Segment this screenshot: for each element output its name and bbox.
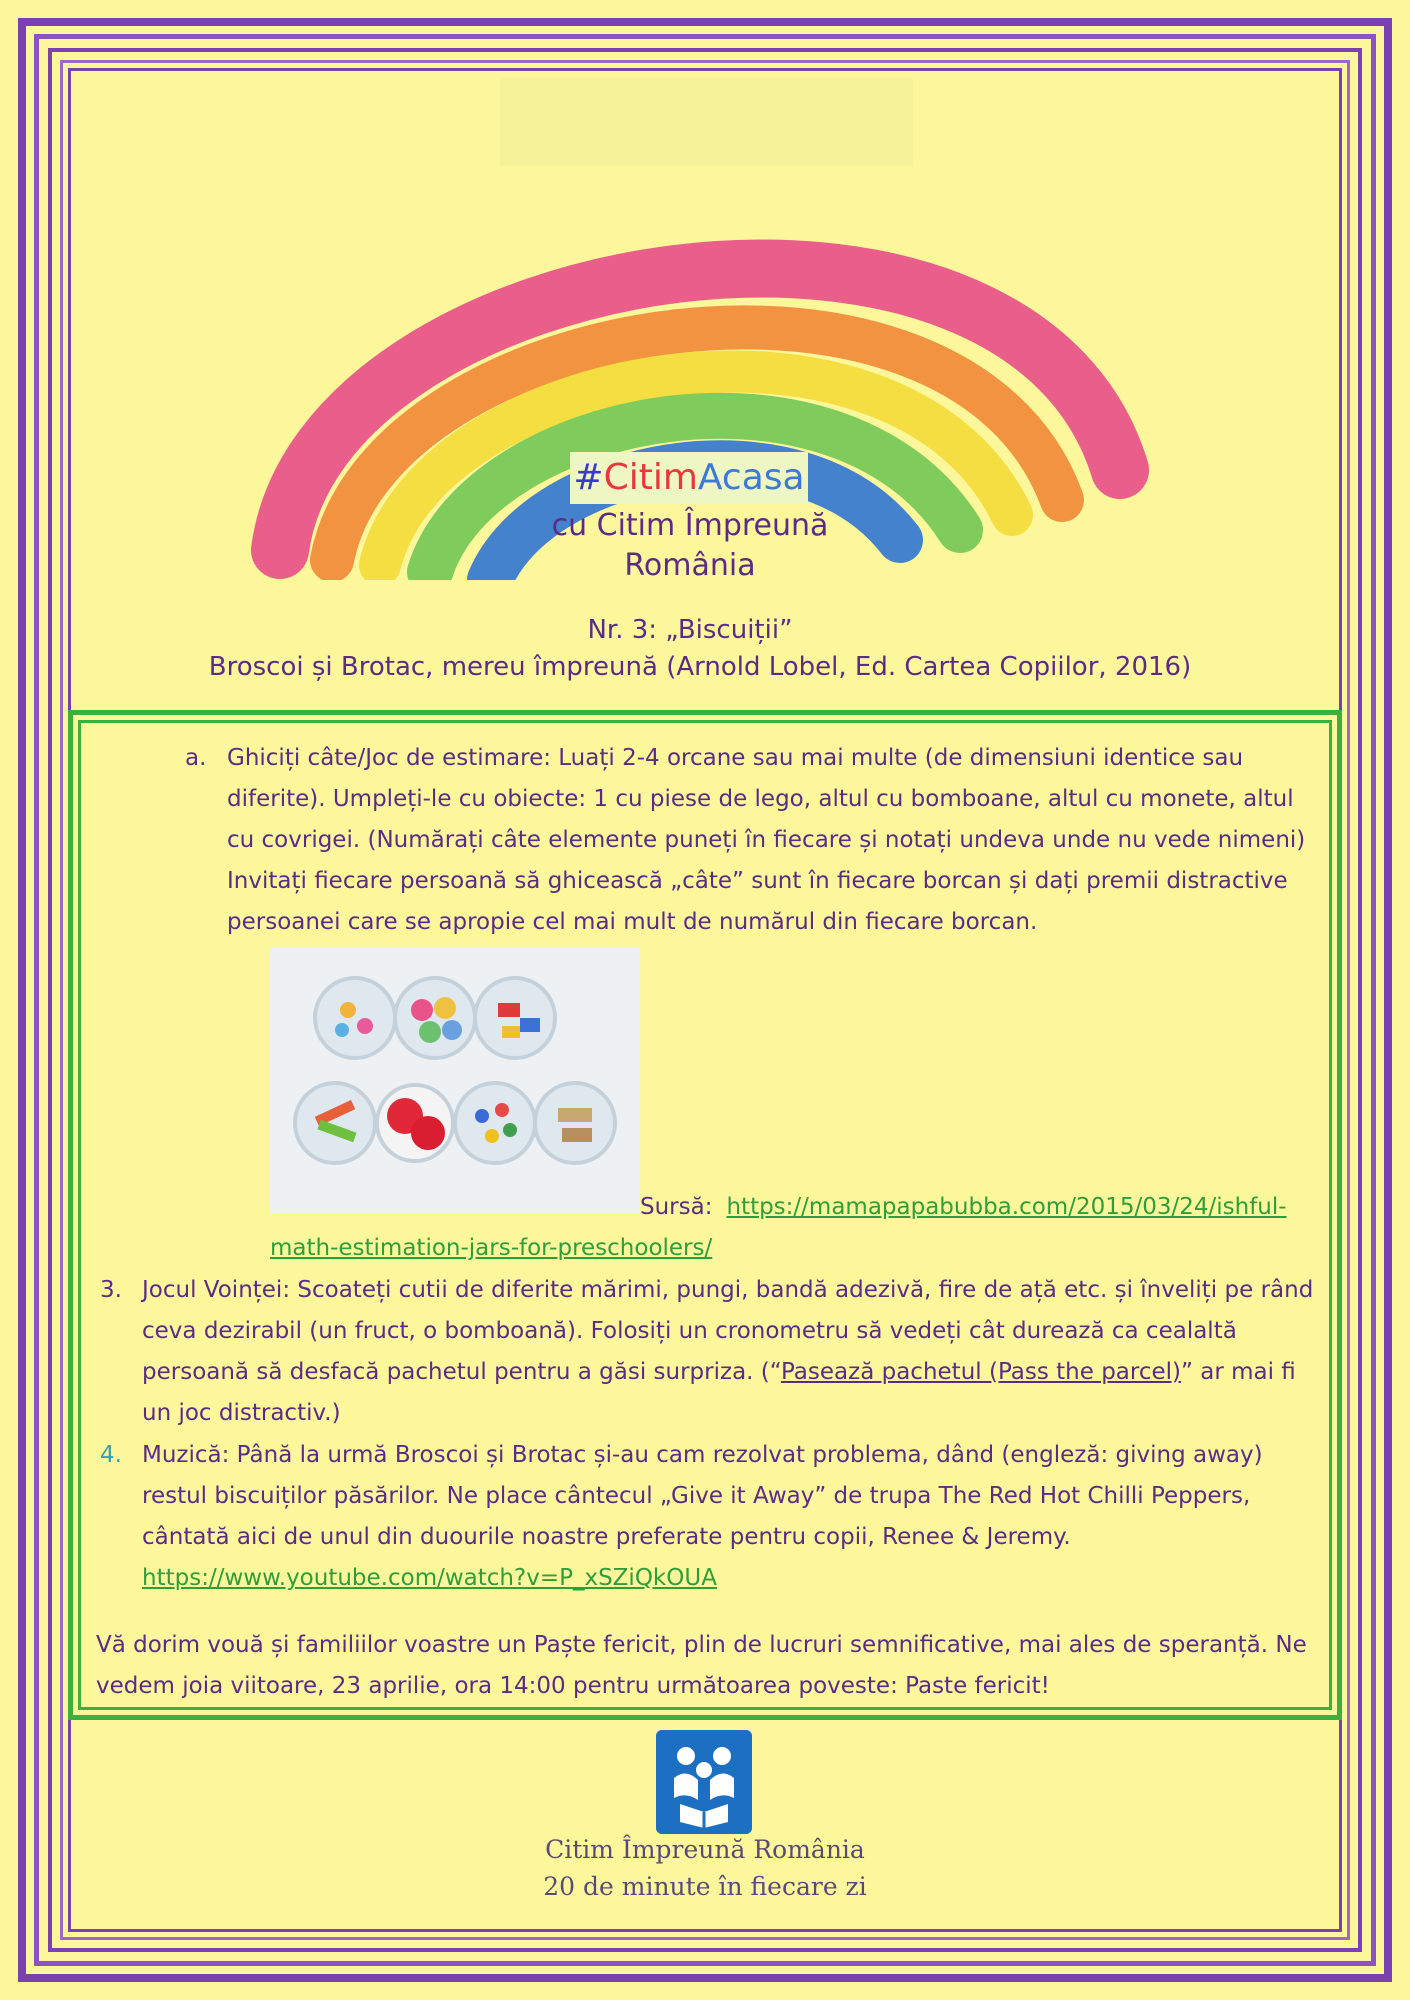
source-link-continued[interactable]: math-estimation-jars-for-preschoolers/ (270, 1235, 713, 1261)
org-name: Citim Împreună România (545, 1835, 865, 1864)
top-highlight-box (500, 78, 913, 166)
item-3-text-after: ” ar mai fi un joc distractiv.) (142, 1359, 1296, 1426)
tag-part-citim: Citim (603, 457, 698, 498)
issue-title: Nr. 3: „Biscuiții” (587, 615, 793, 645)
item-4-text: Muzică: Până la urmă Broscoi și Brotac și-au cam rezolvat problema, dând (engleză: giving away) restul biscuiților păsărilor. Ne place cântecul „Give it Away” de trupa The Red Hot Chilli Peppers, cântată aici de unul din duourile noastre preferate pentru copii, Renee & Jeremy. (142, 1442, 1263, 1550)
youtube-link[interactable]: https://www.youtube.com/watch?v=P_xSZiQkOUA (142, 1565, 717, 1591)
source-label: Sursă: (640, 1194, 713, 1220)
item-a-text: Ghiciți câte/Joc de estimare: Luați 2-4 orcane sau mai multe (de dimensiuni identice sau diferite). Umpleți-le cu obiecte: 1 cu piese de lego, altul cu bomboane, altul cu monete, altul cu covrigei. (Numărați câte elemente puneți în fiecare și notați undeva unde nu vede nimeni) Invitați fiecare persoană să ghicească „câte” sunt în fiecare borcan și dați premii distractive persoanei care se apropie cel mai mult de numărul din fiecare borcan. (227, 745, 1306, 935)
subtitle-line-2: România (624, 548, 756, 583)
pass-the-parcel-link[interactable]: Pasează pachetul (Pass the parcel) (780, 1359, 1182, 1385)
org-motto: 20 de minute în fiecare zi (543, 1872, 867, 1901)
tag-hash: # (573, 457, 604, 498)
source-link[interactable]: https://mamapapabubba.com/2015/03/24/ishful- (726, 1194, 1287, 1220)
subtitle-line-1: cu Citim Împreună (551, 508, 829, 543)
citim-acasa-tag (570, 452, 808, 504)
book-reference: Broscoi și Brotac, mereu împreună (Arnold Lobel, Ed. Cartea Copiilor, 2016) (208, 652, 1192, 682)
item-3-text (142, 1270, 1330, 1434)
source-line (640, 1187, 1287, 1228)
item-4-text-block (142, 1435, 1330, 1599)
item-a-label: a. (185, 745, 207, 771)
reading-together-logo (656, 1730, 752, 1834)
item-3-label: 3. (100, 1277, 122, 1303)
item-3-text-before: Jocul Voinței: Scoateți cutii de diferite mărimi, pungi, bandă adezivă, fire de ață etc. și înveliți pe rând ceva dezirabil (un fruct, o bomboană). Folosiți un cronometru să vedeți cât durează ca cealaltă persoană să desfacă pachetul pentru a găsi surpriza. (“ (142, 1277, 1314, 1385)
item-4-label: 4. (100, 1442, 122, 1468)
closing-message: Vă dorim vouă și familiilor voastre un Paște fericit, plin de lucruri semnificative, mai ales de speranță. Ne vedem joia viitoare, 23 aprilie, ora 14:00 pentru următoarea poveste: Paste fericit! (96, 1632, 1307, 1699)
jar-row-top (315, 978, 555, 1058)
tag-part-acasa: Acasa (697, 457, 805, 498)
estimation-jars-photo (270, 948, 640, 1214)
